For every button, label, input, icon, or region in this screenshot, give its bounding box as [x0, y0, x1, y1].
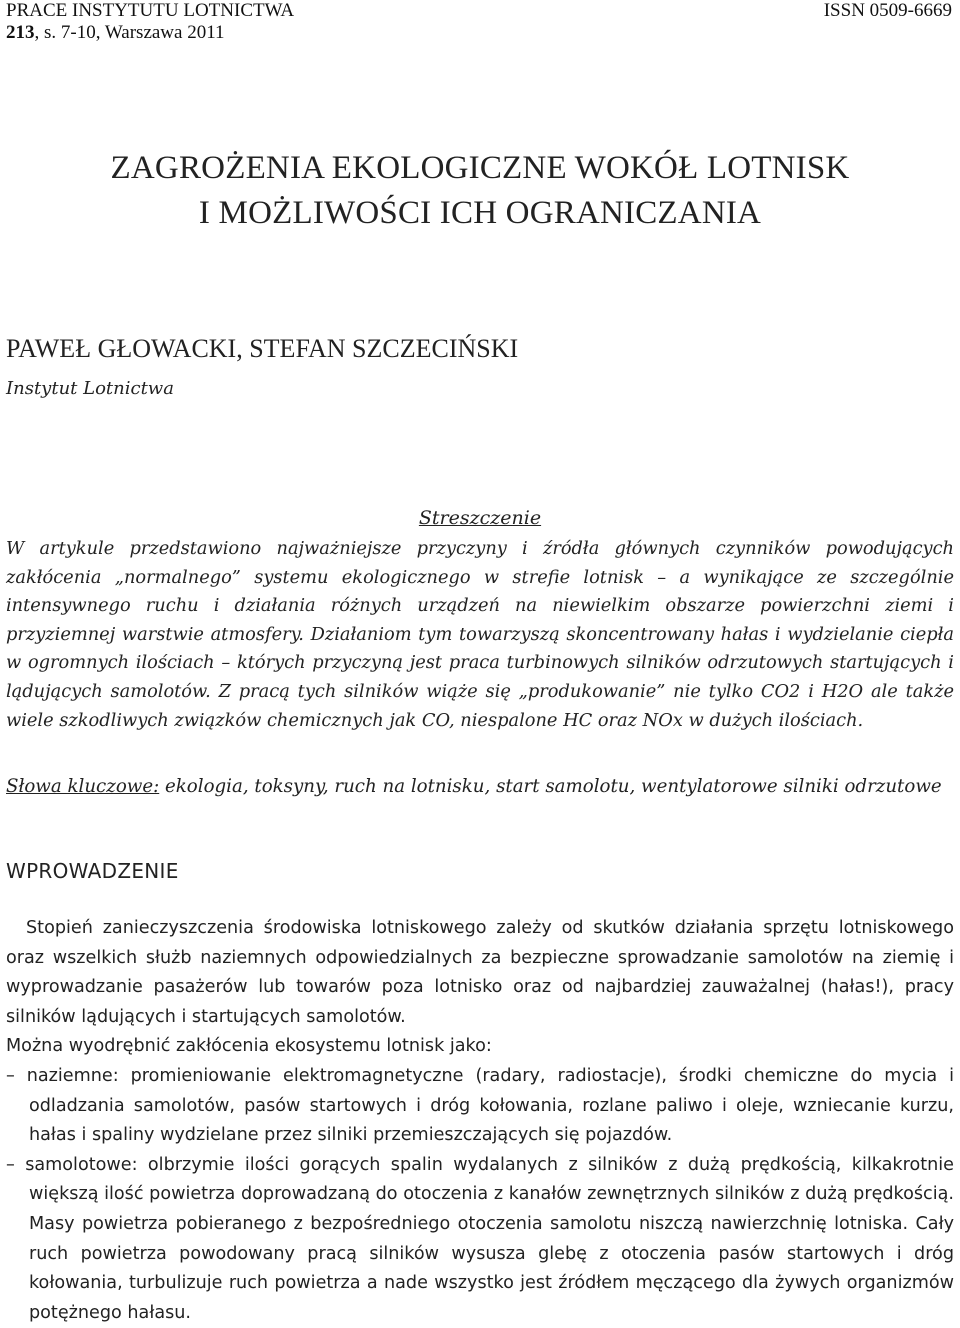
keywords-label: Słowa kluczowe: — [6, 776, 160, 797]
running-header — [6, 0, 294, 44]
list-item: – samolotowe: olbrzymie ilości gorących spalin wydalanych z silników z dużą prędkością, kilkakrotnie większą ilość powietrza doprowadzaną do otoczenia z kanałów zewnętrznych silników z dużą prędkością. Masy powietrza pobieranego z bezpośredniego otoczenia samolotu niszczą nawierzchnię lotniska. Cały ruch powietrza powodowany pracą silników wysusza glebę z otoczenia pasów startowych i dróg kołowania, turbulizuje ruch powietrza a nade wszystko jest źródłem męczącego dla żywych organizmów potężnego hałasu. — [6, 1154, 954, 1323]
title-line-1: ZAGROŻENIA EKOLOGICZNE WOKÓŁ LOTNISK — [110, 150, 850, 186]
abstract-text: W artykule przedstawiono najważniejsze przyczyny i źródła głównych czynników powodujących zakłócenia „normalnego” systemu ekologicznego w strefie lotnisk – a wynikające ze szczególnie intensywnego ruchu i działania różnych urządzeń na niewielkim obszarze powierzchni ziemi i przyziemnej warstwie atmosfery. Działaniom tym towarzyszą skoncentrowany hałas i wydzielanie ciepła w ogromnych ilościach – których przyczyną jest praca turbinowych silników odrzutowych startujących i lądujących samolotów. Z pracą tych silników wiąże się „produkowanie” nie tylko CO2 i H2O ale także wiele szkodliwych związków chemicznych jak CO, niespalone HC oraz NOx w dużych ilościach. — [6, 538, 954, 731]
issue-line — [6, 22, 294, 44]
article-title — [0, 146, 960, 236]
keywords — [6, 772, 954, 801]
title-line-2: I MOŻLIWOŚCI ICH OGRANICZANIA — [198, 195, 762, 231]
section-body — [6, 914, 954, 1328]
journal-name: PRACE INSTYTUTU LOTNICTWA — [6, 0, 295, 21]
list-item: – naziemne: promieniowanie elektromagnetyczne (radary, radiostacje), środki chemiczne do mycia i odladzania samolotów, pasów startowych i dróg kołowania, rozlane paliwo i oleje, wzniecanie kurzu, hałas i spaliny wydzielane przez silniki przemieszczających się pojazdów. — [6, 1065, 954, 1146]
affiliation: Instytut Lotnictwa — [6, 378, 174, 399]
body-paragraph: Można wyodrębnić zakłócenia ekosystemu lotnisk jako: — [6, 1036, 492, 1057]
authors: PAWEŁ GŁOWACKI, STEFAN SZCZECIŃSKI — [6, 334, 519, 363]
body-paragraph: Stopień zanieczyszczenia środowiska lotniskowego zależy od skutków działania sprzętu lotniskowego oraz wszelkich służb naziemnych odpowiedzialnych za bezpieczne sprowadzanie samolotów na ziemię i wyprowadzanie pasażerów lub towarów poza lotnisko oraz od najbardziej zauważalnej (hałas!), pracy silników lądujących i startujących samolotów. — [6, 918, 954, 1027]
keywords-text: ekologia, toksyny, ruch na lotnisku, start samolotu, wentylatorowe silniki odrzutowe — [159, 776, 942, 797]
issue-pages-place-year: , s. 7-10, Warszawa 2011 — [34, 22, 225, 43]
issue-number: 213 — [6, 22, 35, 43]
section-heading: WPROWADZENIE — [6, 859, 179, 883]
issn: ISSN 0509-6669 — [823, 0, 952, 21]
abstract-heading: Streszczenie — [418, 507, 542, 529]
